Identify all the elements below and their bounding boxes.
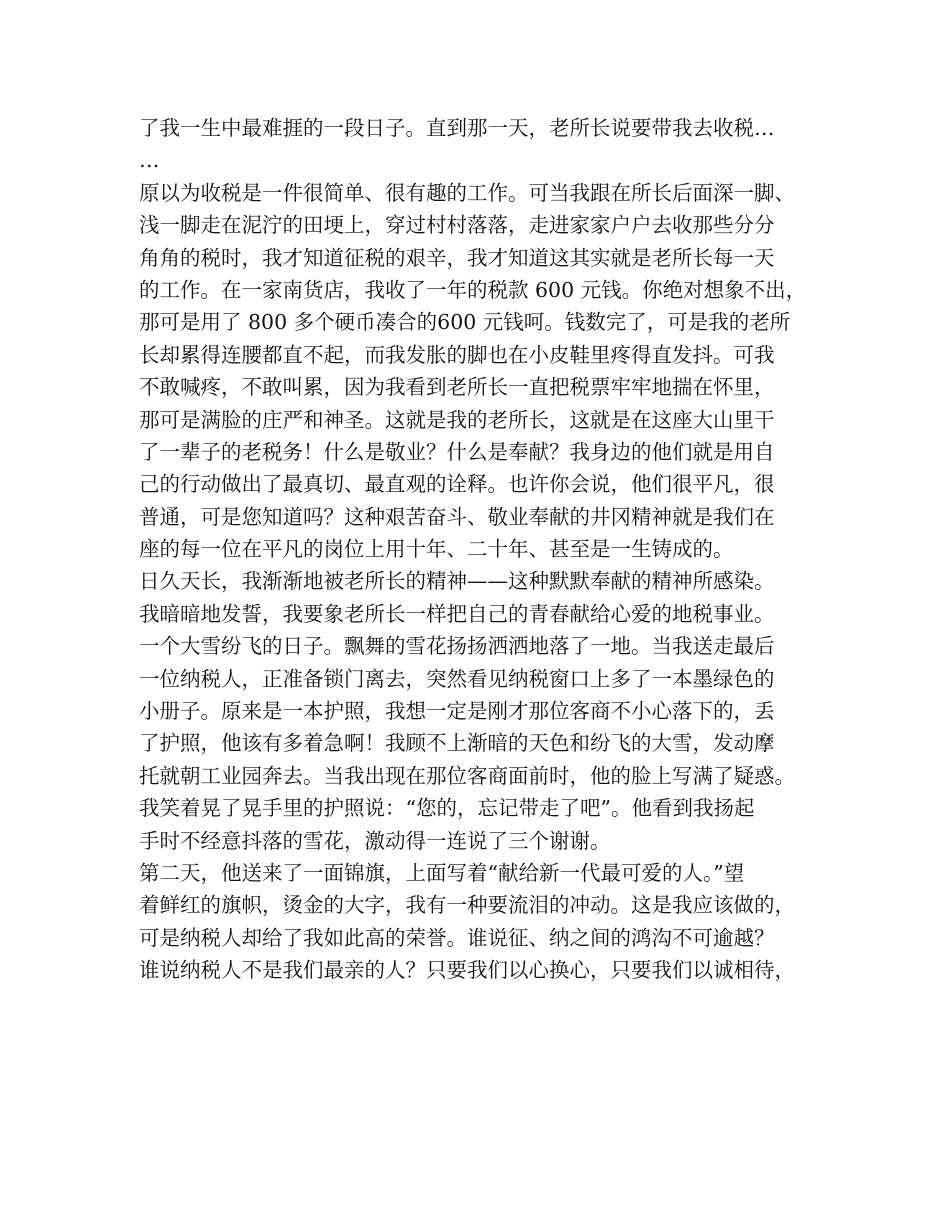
- text-line: …: [139, 148, 160, 173]
- text-line: 第二天，他送来了一面锦旗，上面写着“献给新一代最可爱的人。”望: [139, 860, 745, 885]
- text-line: 座的每一位在平凡的岗位上用十年、二十年、甚至是一生铸成的。: [139, 537, 734, 562]
- text-line: 一个大雪纷飞的日子。飘舞的雪花扬扬洒洒地落了一地。当我送走最后: [139, 634, 775, 659]
- text-line: 谁说纳税人不是我们最亲的人？只要我们以心换心，只要我们以诚相待，: [139, 958, 795, 983]
- text-line: 长却累得连腰都直不起，而我发胀的脚也在小皮鞋里疼得直发抖。可我: [139, 342, 775, 367]
- text-line: 那可是满脸的庄严和神圣。这就是我的老所长，这就是在这座大山里干: [139, 407, 775, 432]
- text-line: 的工作。在一家南货店，我收了一年的税款 600 元钱。你绝对想象不出，: [139, 277, 807, 302]
- text-line: 着鲜红的旗帜，烫金的大字，我有一种要流泪的冲动。这是我应该做的，: [139, 893, 795, 918]
- text-line: 不敢喊疼，不敢叫累，因为我看到老所长一直把税票牢牢地揣在怀里，: [139, 375, 775, 400]
- text-line: 浅一脚走在泥泞的田埂上，穿过村村落落，走进家家户户去收那些分分: [139, 213, 775, 238]
- text-line: 我笑着晃了晃手里的护照说：“您的，忘记带走了吧”。他看到我扬起: [139, 796, 755, 821]
- document-body: [139, 112, 829, 987]
- text-line: 普通，可是您知道吗？这种艰苦奋斗、敬业奉献的井冈精神就是我们在: [139, 504, 775, 529]
- text-line: 那可是用了 800 多个硬币凑合的600 元钱呵。钱数完了，可是我的老所: [139, 310, 791, 335]
- text-line: 我暗暗地发誓，我要象老所长一样把自己的青春献给心爱的地税事业。: [139, 601, 775, 626]
- text-line: 了我一生中最难捱的一段日子。直到那一天，老所长说要带我去收税…: [139, 116, 775, 140]
- text-line: 了护照，他该有多着急啊！我顾不上渐暗的天色和纷飞的大雪，发动摩: [139, 731, 775, 756]
- text-line: 了一辈子的老税务！什么是敬业？什么是奉献？我身边的他们就是用自: [139, 439, 775, 464]
- text-line: 原以为收税是一件很简单、很有趣的工作。可当我跟在所长后面深一脚、: [139, 180, 795, 205]
- text-line: 手时不经意抖落的雪花，激动得一连说了三个谢谢。: [139, 828, 611, 853]
- text-line: 可是纳税人却给了我如此高的荣誉。谁说征、纳之间的鸿沟不可逾越？: [139, 925, 775, 950]
- text-line: 日久天长，我渐渐地被老所长的精神——这种默默奉献的精神所感染。: [139, 569, 775, 594]
- text-line: 己的行动做出了最真切、最直观的诠释。也许你会说，他们很平凡，很: [139, 472, 775, 497]
- text-line: 小册子。原来是一本护照，我想一定是刚才那位客商不小心落下的，丢: [139, 699, 775, 724]
- text-line: 托就朝工业园奔去。当我出现在那位客商面前时，他的脸上写满了疑惑。: [139, 763, 795, 788]
- text-line: 角角的税时，我才知道征税的艰辛，我才知道这其实就是老所长每一天: [139, 245, 775, 270]
- text-line: 一位纳税人，正准备锁门离去，突然看见纳税窗口上多了一本墨绿色的: [139, 666, 775, 691]
